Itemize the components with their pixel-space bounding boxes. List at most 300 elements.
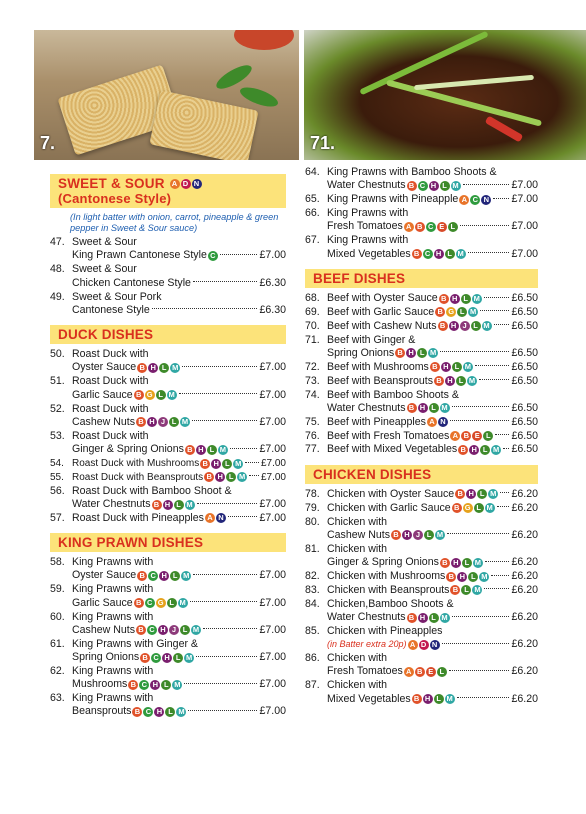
- item-number: 81.: [305, 542, 320, 555]
- menu-item: [305, 193, 538, 206]
- item-line: [327, 516, 538, 529]
- item-price: £7.00: [511, 220, 538, 233]
- item-price: £7.00: [259, 249, 286, 262]
- allergen-badge: H: [429, 181, 439, 191]
- item-line: [327, 430, 538, 443]
- item-name: Mushrooms: [72, 678, 128, 691]
- menu-item: [305, 516, 538, 543]
- item-number: 51.: [50, 375, 65, 388]
- item-price: £7.00: [260, 457, 286, 469]
- allergen-badge: B: [137, 363, 147, 373]
- item-line: [327, 488, 538, 501]
- allergen-badge: H: [466, 489, 476, 499]
- item-name: Chicken with: [327, 542, 388, 555]
- section-heading: [50, 325, 286, 344]
- item-name: Beef with Bamboo Shoots &: [327, 388, 459, 401]
- allergen-badge: A: [459, 195, 469, 205]
- item-number: 82.: [305, 569, 320, 582]
- allergen-badge: H: [158, 625, 168, 635]
- item-name: Roast Duck with: [72, 429, 149, 442]
- allergen-badge: E: [426, 667, 436, 677]
- leader-dots: [494, 324, 510, 325]
- allergen-badge: E: [437, 222, 447, 232]
- item-line: [72, 430, 286, 443]
- item-line: [72, 471, 286, 484]
- allergen-badge: H: [441, 362, 451, 372]
- item-line: [327, 361, 538, 374]
- item-name: King Prawns with Ginger &: [72, 637, 199, 650]
- item-number: 78.: [305, 487, 320, 500]
- allergen-badge: J: [158, 417, 168, 427]
- allergen-badge: C: [470, 195, 480, 205]
- menu-item: [305, 334, 538, 361]
- item-number: 85.: [305, 624, 320, 637]
- toast-piece: [149, 90, 258, 160]
- allergen-badge: B: [132, 707, 142, 717]
- allergen-badge: L: [457, 307, 467, 317]
- section-title: SWEET & SOUR: [58, 176, 165, 191]
- item-body: [327, 679, 538, 706]
- menu-item: [305, 292, 538, 305]
- item-name: Beef with Cashew Nuts: [327, 319, 437, 332]
- item-number: 59.: [50, 583, 65, 596]
- item-number: 71.: [305, 333, 320, 346]
- allergen-badge: B: [430, 362, 440, 372]
- item-name: Oyster Sauce: [72, 361, 137, 374]
- allergen-badge: B: [407, 403, 417, 413]
- allergen-badge: L: [440, 181, 450, 191]
- allergen-badge: C: [151, 653, 161, 663]
- item-body: [72, 583, 286, 610]
- item-name: Fresh Tomatoes: [327, 220, 403, 233]
- item-name: Beef with Fresh Tomatoes: [327, 429, 450, 442]
- allergen-badge: B: [412, 694, 422, 704]
- item-name: Beef with Pineapples: [327, 415, 426, 428]
- item-body: [327, 488, 538, 501]
- menu-item: [305, 430, 538, 443]
- allergen-badge: C: [418, 181, 428, 191]
- item-name: Chicken Cantonese Style: [72, 276, 191, 289]
- leader-dots: [179, 393, 258, 394]
- item-number: 63.: [50, 692, 65, 705]
- item-line: [327, 443, 538, 456]
- allergen-badge: B: [446, 572, 456, 582]
- allergen-badge: M: [172, 363, 179, 373]
- item-body: [72, 485, 286, 512]
- menu-item: [305, 375, 538, 388]
- item-body: [327, 361, 538, 374]
- item-body: [327, 598, 538, 625]
- item-price: £7.00: [260, 471, 286, 483]
- menu-item: [50, 236, 286, 263]
- allergen-badge: A: [205, 513, 215, 523]
- leader-dots: [491, 575, 509, 576]
- allergen-badge: H: [162, 653, 172, 663]
- item-body: [327, 207, 538, 234]
- item-line: [72, 498, 286, 511]
- photo-number: 71.: [310, 133, 336, 153]
- item-price: £6.20: [511, 665, 538, 678]
- allergen-badge: H: [451, 558, 461, 568]
- item-price: £6.50: [511, 374, 538, 387]
- item-name: King Prawns with: [327, 234, 409, 247]
- item-number: 76.: [305, 429, 320, 442]
- leader-dots: [484, 588, 509, 589]
- allergen-badge: B: [415, 667, 425, 677]
- leader-dots: [479, 379, 509, 380]
- item-price: £6.20: [511, 501, 538, 514]
- leader-dots: [184, 683, 257, 684]
- coriander-leaf: [238, 84, 280, 111]
- allergen-badge: H: [449, 321, 459, 331]
- allergen-badge: C: [148, 571, 158, 581]
- item-price: £7.00: [259, 596, 286, 609]
- allergen-badge: L: [456, 376, 466, 386]
- leader-dots: [457, 697, 510, 698]
- allergen-badge: M: [481, 571, 488, 581]
- allergen-badge: B: [455, 489, 465, 499]
- allergen-badge: L: [468, 572, 478, 582]
- item-price: £7.00: [259, 623, 286, 636]
- allergen-badge: L: [207, 445, 217, 455]
- item-price: £7.00: [259, 569, 286, 582]
- item-number: 83.: [305, 583, 320, 596]
- allergen-badge: D: [181, 179, 191, 189]
- item-number: 80.: [305, 515, 320, 528]
- allergen-badge: B: [452, 503, 462, 513]
- menu-item: [50, 485, 286, 512]
- menu-item: [50, 471, 286, 484]
- item-body: [327, 570, 538, 583]
- item-line: [72, 348, 286, 361]
- allergen-badge: N: [438, 417, 448, 427]
- item-name: Roast Duck with: [72, 402, 149, 415]
- allergen-badge: L: [480, 445, 490, 455]
- allergen-badge: L: [483, 431, 493, 441]
- menu-item: [305, 443, 538, 456]
- allergen-badge: M: [470, 307, 477, 317]
- allergen-badge: L: [471, 321, 481, 331]
- item-price: £7.00: [259, 415, 286, 428]
- item-name: Water Chestnuts: [327, 611, 406, 623]
- item-number: 73.: [305, 374, 320, 387]
- item-line: [327, 234, 538, 247]
- allergen-badge: L: [173, 653, 183, 663]
- allergen-badge: H: [434, 249, 444, 259]
- allergen-badge: L: [429, 403, 439, 413]
- leader-dots: [203, 628, 257, 629]
- allergen-badge: L: [167, 598, 177, 608]
- allergen-badge: B: [136, 417, 146, 427]
- allergen-badge: L: [174, 500, 184, 510]
- item-number: 87.: [305, 679, 320, 692]
- item-line: [327, 207, 538, 220]
- item-body: [72, 556, 286, 583]
- allergen-badge: H: [150, 680, 160, 690]
- allergen-badge: M: [473, 293, 480, 303]
- allergen-badge: L: [462, 558, 472, 568]
- item-line: [72, 665, 286, 678]
- item-body: [327, 502, 538, 515]
- item-name: Mixed Vegetables: [327, 692, 411, 705]
- allergen-badge: H: [457, 572, 467, 582]
- allergen-badge: M: [192, 625, 200, 635]
- allergen-badge: B: [461, 431, 471, 441]
- allergen-badge: M: [474, 557, 482, 567]
- allergen-badge: H: [450, 294, 460, 304]
- allergen-badge: M: [183, 571, 190, 581]
- item-line: [72, 361, 286, 374]
- section-title: BEEF DISHES: [313, 270, 406, 286]
- item-body: [72, 263, 286, 290]
- item-number: 64.: [305, 166, 320, 178]
- allergen-badge: B: [435, 307, 445, 317]
- allergen-badge: C: [426, 222, 436, 232]
- item-name: King Prawns with: [327, 207, 409, 220]
- item-line: [72, 457, 286, 470]
- item-name: King Prawns with Pineapple: [327, 193, 459, 206]
- item-line: [72, 277, 286, 290]
- item-line: [327, 693, 538, 706]
- item-line: [72, 236, 286, 249]
- item-number: 56.: [50, 484, 65, 497]
- leader-dots: [493, 198, 509, 199]
- item-number: 68.: [305, 291, 320, 304]
- menu-item: [50, 375, 286, 402]
- item-price: £6.20: [511, 569, 538, 582]
- section-subtitle: (Cantonese Style): [58, 191, 172, 206]
- allergen-badge: B: [407, 613, 417, 623]
- item-name: Garlic Sauce: [72, 388, 133, 401]
- item-body: [72, 692, 286, 719]
- allergen-badge: B: [134, 598, 144, 608]
- allergen-badge: H: [423, 694, 433, 704]
- leader-dots: [193, 574, 257, 575]
- item-price: £6.50: [511, 346, 538, 359]
- item-body: [327, 430, 538, 443]
- item-price: £6.20: [511, 638, 538, 651]
- allergen-badge: C: [208, 251, 218, 261]
- menu-item: [50, 403, 286, 430]
- allergen-badge: L: [156, 390, 166, 400]
- allergen-badge: A: [170, 179, 180, 189]
- menu-item: [50, 556, 286, 583]
- item-number: 75.: [305, 415, 320, 428]
- allergen-badge: B: [439, 294, 449, 304]
- item-price: £7.00: [259, 511, 286, 524]
- item-name: Chicken with Mushrooms: [327, 569, 446, 582]
- allergen-badge: H: [418, 613, 428, 623]
- item-line: [72, 403, 286, 416]
- allergen-badge: M: [168, 390, 175, 400]
- leader-dots: [196, 656, 257, 657]
- allergen-badge: A: [404, 222, 414, 232]
- item-name: King Prawns with: [72, 556, 154, 569]
- item-line: [327, 665, 538, 678]
- item-line: [327, 347, 538, 360]
- menu-item: [50, 348, 286, 375]
- item-line: [327, 220, 538, 233]
- allergen-badge: B: [438, 321, 448, 331]
- allergen-badge: C: [147, 625, 157, 635]
- item-line: [327, 556, 538, 569]
- item-number: 65.: [305, 193, 320, 206]
- item-number: 70.: [305, 319, 320, 332]
- leader-dots: [220, 254, 258, 255]
- item-number: 57.: [50, 511, 65, 524]
- item-price: £7.00: [259, 497, 286, 510]
- allergen-badge: B: [128, 680, 138, 690]
- menu-item: [50, 611, 286, 638]
- allergen-badge: L: [448, 222, 458, 232]
- item-number: 74.: [305, 388, 320, 401]
- item-body: [72, 375, 286, 402]
- item-name: Sweet & Sour: [72, 236, 137, 249]
- item-line: [327, 502, 538, 515]
- item-name: Garlic Sauce: [72, 596, 133, 609]
- allergen-badge: G: [145, 390, 155, 400]
- leader-dots: [245, 462, 259, 463]
- item-line: [327, 193, 538, 206]
- item-body: [72, 348, 286, 375]
- item-number: 67.: [305, 234, 320, 247]
- menu-item: [50, 665, 286, 692]
- item-number: 77.: [305, 443, 320, 456]
- leader-dots: [228, 516, 258, 517]
- menu-item: [305, 361, 538, 374]
- item-price: £6.30: [259, 303, 286, 316]
- leader-dots: [463, 184, 510, 185]
- allergen-badge: N: [430, 640, 440, 650]
- item-line: [72, 389, 286, 402]
- leader-dots: [460, 225, 510, 226]
- allergen-badge: H: [154, 707, 164, 717]
- item-line: [327, 166, 538, 179]
- item-number: 84.: [305, 597, 320, 610]
- leader-dots: [440, 351, 509, 352]
- item-price: £7.00: [259, 442, 286, 455]
- item-note: (in Batter extra 20p): [327, 639, 407, 650]
- item-line: [327, 320, 538, 333]
- item-name: Roast Duck with Beansprouts: [72, 471, 204, 483]
- item-line: [72, 263, 286, 276]
- allergen-badge: M: [436, 530, 444, 540]
- allergen-badge: M: [457, 249, 464, 259]
- allergen-badge: H: [402, 530, 412, 540]
- item-body: [72, 471, 286, 484]
- section-heading: [50, 174, 286, 208]
- item-price: £6.20: [511, 487, 538, 500]
- allergen-badge: B: [415, 222, 425, 232]
- item-name: Oyster Sauce: [72, 569, 137, 582]
- item-line: [72, 291, 286, 304]
- section-heading: [305, 465, 538, 484]
- item-number: 66.: [305, 207, 320, 220]
- allergen-badge: M: [430, 348, 437, 358]
- leader-dots: [475, 365, 510, 366]
- item-name: Chicken with Pineapples: [327, 624, 443, 637]
- leader-dots: [190, 601, 258, 602]
- allergen-badge: M: [464, 362, 471, 372]
- allergen-badge: M: [178, 707, 185, 717]
- section-title: DUCK DISHES: [58, 327, 154, 343]
- item-line: [72, 375, 286, 388]
- item-line: [327, 625, 538, 638]
- item-line: [72, 583, 286, 596]
- item-price: £7.00: [511, 193, 538, 206]
- item-body: [327, 652, 538, 679]
- menu-item: [305, 570, 538, 583]
- allergen-badge: B: [458, 445, 468, 455]
- item-body: [327, 584, 538, 597]
- item-name: Cashew Nuts: [72, 415, 135, 428]
- item-name: Beef with Oyster Sauce: [327, 291, 438, 304]
- allergen-badge: M: [452, 180, 459, 190]
- item-name: Mixed Vegetables: [327, 247, 411, 260]
- item-name: King Prawn Cantonese Style: [72, 249, 207, 262]
- item-number: 49.: [50, 290, 65, 303]
- menu-item: [50, 512, 286, 525]
- allergen-badge: H: [406, 348, 416, 358]
- item-line: [72, 569, 286, 582]
- item-line: [327, 292, 538, 305]
- menu-item: [305, 625, 538, 652]
- menu-item: [50, 291, 286, 318]
- item-line: [327, 679, 538, 692]
- item-number: 47.: [50, 236, 65, 249]
- allergen-badge: M: [468, 376, 476, 386]
- item-price: £7.00: [511, 247, 538, 260]
- item-body: [327, 625, 538, 652]
- allergen-badge: H: [159, 571, 169, 581]
- leader-dots: [452, 616, 510, 617]
- allergen-badge: M: [441, 612, 448, 622]
- item-body: [327, 416, 538, 429]
- item-line: [327, 570, 538, 583]
- item-line: [72, 304, 286, 317]
- photo-prawn-toast: [34, 30, 299, 160]
- item-line: [327, 416, 538, 429]
- allergen-badge: L: [437, 667, 447, 677]
- item-name: Sweet & Sour: [72, 263, 137, 276]
- item-line: [327, 402, 538, 415]
- item-name: Beef with Beansprouts: [327, 374, 433, 387]
- item-body: [72, 611, 286, 638]
- leader-dots: [182, 366, 257, 367]
- allergen-badge: L: [474, 503, 484, 513]
- item-price: £6.50: [511, 443, 538, 456]
- item-body: [72, 430, 286, 457]
- item-body: [72, 291, 286, 318]
- item-name: Spring Onions: [72, 651, 140, 663]
- leader-dots: [484, 297, 510, 298]
- leader-dots: [485, 561, 510, 562]
- allergen-badge: H: [418, 403, 428, 413]
- spring-onion: [414, 75, 534, 90]
- leader-dots: [497, 506, 510, 507]
- allergen-badge: J: [169, 625, 179, 635]
- item-body: [327, 166, 538, 193]
- item-name: Roast Duck with Bamboo Shoot &: [72, 484, 232, 497]
- allergen-badge: M: [474, 585, 481, 595]
- item-price: £7.00: [259, 678, 286, 691]
- item-name: Water Chestnuts: [327, 179, 406, 192]
- item-body: [72, 665, 286, 692]
- allergen-badge: M: [186, 652, 193, 662]
- item-name: Roast Duck with Mushrooms: [72, 457, 200, 469]
- menu-item: [50, 263, 286, 290]
- item-number: 58.: [50, 556, 65, 569]
